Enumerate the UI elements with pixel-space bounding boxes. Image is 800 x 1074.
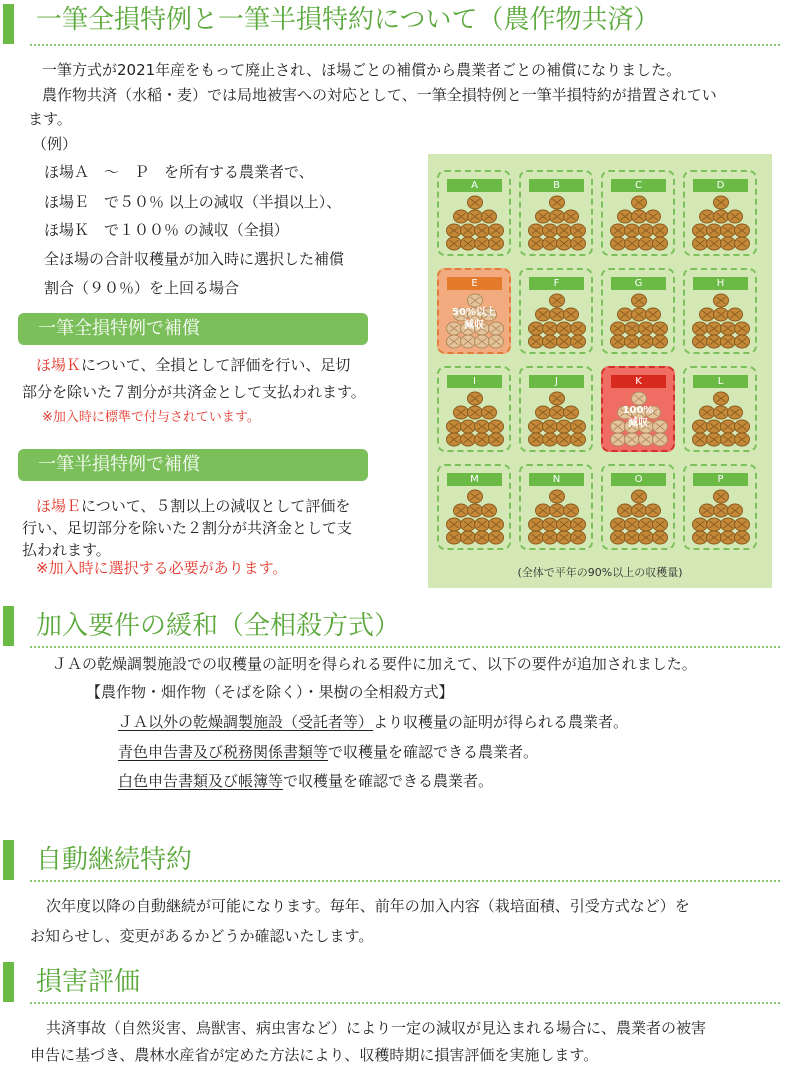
field-cell-g (601, 268, 675, 354)
hay-bale-pile-icon (691, 488, 751, 546)
full-loss-text-1: について、全損として評価を行い、足切 (81, 356, 351, 374)
hay-bale-pile-icon (445, 390, 505, 448)
half-loss-text-3: 払われます。 (22, 541, 111, 559)
paragraph: ます。 (28, 110, 72, 128)
example-line: ほ場Ｋ で１００％ の減収（全損） (44, 221, 289, 239)
example-line: ほ場Ｅ で５０％ 以上の減収（半損以上）、 (44, 193, 342, 211)
section-title: 損害評価 (36, 967, 141, 997)
requirement-underlined: ＪＡ以外の乾燥調製施設（受託者等） (118, 713, 374, 731)
requirement-underlined: 白色申告書類及び帳簿等 (118, 772, 284, 790)
bracket-heading: 【農作物・畑作物（そばを除く）・果樹の全相殺方式】 (86, 683, 454, 701)
section-rule (30, 646, 780, 648)
requirement-text: で収穫量を確認できる農業者。 (283, 772, 494, 790)
section-header-special-provisions (0, 0, 780, 46)
field-cell-label: P (693, 473, 748, 486)
hay-bale-pile-icon (527, 292, 587, 350)
field-cell-n (519, 464, 593, 550)
example-line: ほ場Ａ ～ Ｐ を所有する農業者で、 (44, 163, 314, 181)
hay-bale-pile-icon (445, 488, 505, 546)
example-label: （例） (32, 135, 78, 153)
field-e-label: ほ場Ｅ (36, 497, 82, 515)
field-cell-label: H (693, 277, 748, 290)
half-loss-text-2: 行い、足切部分を除いた２割分が共済金として支 (22, 519, 353, 537)
half-loss-pill: 一筆半損特例で補償 (18, 449, 368, 481)
section-title: 加入要件の緩和（全相殺方式） (36, 611, 401, 641)
field-cell-h (683, 268, 757, 354)
hay-bale-pile-icon (609, 194, 669, 252)
section-rule (30, 44, 780, 46)
field-cell-label: D (693, 179, 748, 192)
field-cell-p (683, 464, 757, 550)
paragraph: お知らせし、変更があるかどうか確認いたします。 (30, 927, 374, 945)
field-k-label: ほ場Ｋ (36, 356, 82, 374)
field-cell-label: F (529, 277, 584, 290)
half-loss-badge: 50%以上 減収 (452, 307, 496, 331)
field-cell-label: O (611, 473, 666, 486)
full-loss-text-2: 部分を除いた７割分が共済金として支払われます。 (22, 383, 366, 401)
field-cell-label: M (447, 473, 502, 486)
section-bar (3, 4, 14, 44)
requirement-underlined: 青色申告書及び税務関係書類等 (118, 743, 329, 761)
field-cell-label: I (447, 375, 502, 388)
field-cell-j (519, 366, 593, 452)
section-header-relaxation (0, 602, 780, 648)
half-loss-note: ※加入時に選択する必要があります。 (36, 559, 288, 577)
field-cell-a (437, 170, 511, 256)
paragraph: 申告に基づき、農林水産省が定めた方法により、収穫時期に損害評価を実施します。 (30, 1046, 599, 1064)
field-cell-label: J (529, 375, 584, 388)
example-line: 割合（９０％）を上回る場合 (44, 279, 240, 297)
section-bar (3, 962, 14, 1002)
section-header-damage-assessment (0, 958, 780, 1004)
full-loss-note: ※加入時に標準で付与されています。 (42, 410, 260, 425)
hay-bale-pile-icon (609, 488, 669, 546)
section-rule (30, 880, 780, 882)
paragraph: 次年度以降の自動継続が可能になります。毎年、前年の加入内容（栽培面積、引受方式など）を (46, 897, 690, 915)
half-loss-text (36, 494, 350, 518)
hay-bale-pile-icon (527, 488, 587, 546)
hay-bale-pile-icon (691, 390, 751, 448)
field-cell-label: N (529, 473, 584, 486)
field-cell-e (437, 268, 511, 354)
section-rule (30, 1002, 780, 1004)
field-cell-c (601, 170, 675, 256)
field-cell-i (437, 366, 511, 452)
field-cell-f (519, 268, 593, 354)
field-cell-label: A (447, 179, 502, 192)
requirement-item (118, 740, 538, 764)
field-cell-b (519, 170, 593, 256)
paragraph: 共済事故（自然災害、鳥獣害、病虫害など）により一定の減収が見込まれる場合に、農業者の被害 (46, 1019, 707, 1037)
field-cell-label: K (611, 375, 666, 388)
full-loss-pill: 一筆全損特例で補償 (18, 313, 368, 345)
grid-caption: (全体で平年の90%以上の収穫量) (517, 566, 683, 579)
hay-bale-pile-icon (691, 194, 751, 252)
hay-bale-pile-icon (609, 292, 669, 350)
field-cell-label: G (611, 277, 666, 290)
section-title: 一筆全損特例と一筆半損特約について（農作物共済） (36, 5, 660, 35)
full-loss-badge: 100% 減収 (622, 405, 654, 429)
half-loss-text-1: について、５割以上の減収として評価を (81, 497, 351, 515)
paragraph: 農作物共済（水稲・麦）では局地被害への対応として、一筆全損特例と一筆半損特約が措置されてい (42, 86, 717, 104)
example-line: 全ほ場の合計収穫量が加入時に選択した補償 (44, 250, 345, 268)
field-cell-label: C (611, 179, 666, 192)
paragraph: 一筆方式が2021年産をもって廃止され、ほ場ごとの補償から農業者ごとの補償になりました。 (42, 61, 682, 79)
requirement-item (118, 769, 493, 793)
field-cell-k (601, 366, 675, 452)
field-cell-d (683, 170, 757, 256)
hay-bale-pile-icon (445, 194, 505, 252)
hay-bale-pile-icon (527, 390, 587, 448)
field-cell-label: B (529, 179, 584, 192)
paragraph: ＪＡの乾燥調製施設での収穫量の証明を得られる要件に加えて、以下の要件が追加されました。 (52, 655, 697, 673)
requirement-text: より収穫量の証明が得られる農業者。 (373, 713, 629, 731)
section-header-auto-renewal (0, 836, 780, 882)
requirement-item (118, 710, 628, 734)
requirement-text: で収穫量を確認できる農業者。 (328, 743, 539, 761)
field-cell-label: L (693, 375, 748, 388)
section-title: 自動継続特約 (36, 845, 193, 875)
hay-bale-pile-icon (691, 292, 751, 350)
section-bar (3, 840, 14, 880)
field-cell-m (437, 464, 511, 550)
field-cell-label: E (447, 277, 502, 290)
full-loss-text (36, 353, 350, 377)
hay-bale-pile-icon (527, 194, 587, 252)
section-bar (3, 606, 14, 646)
field-cell-l (683, 366, 757, 452)
field-cell-o (601, 464, 675, 550)
